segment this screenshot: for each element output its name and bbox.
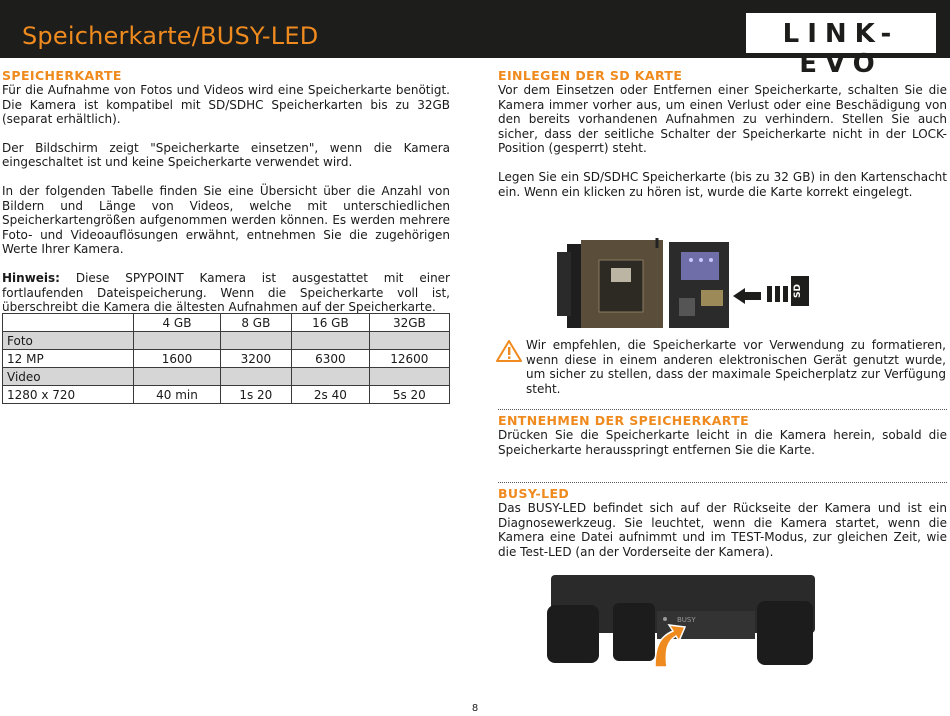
table-cell: 12600 [369,350,449,368]
busy-led-text: Das BUSY-LED befindet sich auf der Rückseite der Kamera und ist ein Diagnosewerkzeug. Sie leuchtet, wenn die Kamera startet, wenn die Kamera eine Datei aufnimmt und im TEST-Modus, zur gleichen Zeit, wie die Test-LED (an der Vorderseite der Kamera). [498,501,947,559]
warning-icon [496,340,522,362]
table-cell: Foto [3,332,134,350]
hint-paragraph [2,271,450,315]
sd-card-label: SD [793,284,803,298]
table-row-12mp [3,350,450,368]
table-row-video [3,368,450,386]
table-cell: 12 MP [3,350,134,368]
insert-sd-heading: EINLEGEN DER SD KARTE [498,68,683,83]
insert-sd-section [498,68,947,199]
table-cell: 1s 20 [220,386,291,404]
memory-card-section [2,68,450,315]
table-cell [292,332,370,350]
table-row-foto [3,332,450,350]
table-cell [134,332,220,350]
hint-label: Hinweis: [2,270,60,285]
table-header-cell: 4 GB [134,314,220,332]
memory-card-heading: SPEICHERKARTE [2,68,122,83]
insert-sd-text-1: Vor dem Einsetzen oder Entfernen einer Speicherkarte, schalten Sie die Kamera immer vorher aus, um einen Verlust oder eine Beschädigung von den bereits vorhandenen Aufnahmen zu verhindern. Stellen Sie auch sicher, dass der seitliche Schalter der Speicherkarte nicht in der LOCK-Position (gesperrt) steht. [498,83,947,156]
table-header-cell: 8 GB [220,314,291,332]
table-header-row [3,314,450,332]
capacity-table [2,313,450,404]
table-cell [292,368,370,386]
page-title: Speicherkarte/BUSY-LED [22,22,319,50]
remove-card-section [498,409,947,457]
table-header-cell [3,314,134,332]
insert-sd-text-2: Legen Sie ein SD/SDHC Speicherkarte (bis zu 32 GB) in den Kartenschacht ein. Wenn ein klicken zu hören ist, wurde die Karte korrekt eingelegt. [498,169,947,199]
table-cell [369,368,449,386]
table-cell: 1600 [134,350,220,368]
insert-card-message-text: Der Bildschirm zeigt "Speicherkarte einsetzen", wenn die Kamera eingeschaltet ist und keine Speicherkarte verwendet wird. [2,140,450,170]
table-cell [369,332,449,350]
hint-text: Diese SPYPOINT Kamera ist ausgestattet mit einer fortlaufenden Dateispeicherung. Wenn die Speicherkarte voll ist, überschreibt die Kamera die ältesten Aufnahmen auf der Speicherkarte. [2,270,450,315]
busy-led-section [498,482,947,559]
busy-led-label: BUSY [677,616,696,624]
busy-led-illustration [547,575,819,670]
table-cell: 2s 40 [292,386,370,404]
camera-sd-slot-illustration [553,238,809,332]
section-divider [498,482,947,483]
memory-card-intro: Für die Aufnahme von Fotos und Videos wird eine Speicherkarte benötigt. Die Kamera ist kompatibel mit SD/SDHC Speicherkarten bis zu 32GB (separat erhältlich). [2,83,450,127]
remove-card-text: Drücken Sie die Speicherkarte leicht in die Kamera herein, sobald die Speicherkarte herausspringt entfernen Sie die Karte. [498,428,947,457]
table-cell: 1280 x 720 [3,386,134,404]
brand-logo [746,13,936,79]
table-cell: 3200 [220,350,291,368]
table-header-cell: 32GB [369,314,449,332]
table-row-1280x720 [3,386,450,404]
table-cell: 6300 [292,350,370,368]
section-divider [498,409,947,410]
warning-text: Wir empfehlen, die Speicherkarte vor Verwendung zu formatieren, wenn diese in einem anderen elektronischen Gerät genutzt wurde, um sicher zu stellen, dass der maximale Speicherplatz zur Verfügung steht. [526,338,946,396]
table-cell: 40 min [134,386,220,404]
table-cell [220,368,291,386]
table-cell [134,368,220,386]
table-cell: 5s 20 [369,386,449,404]
capacity-table-intro: In der folgenden Tabelle finden Sie eine Übersicht über die Anzahl von Bildern und Länge von Videos, welche mit unterschiedlichen Speicherkartengrößen aufgenommen werden können. Es werden mehrere Foto- und Videoauflösungen erwähnt, entnehmen Sie die zugehörigen Werte Ihrer Kamera. [2,183,450,257]
busy-led-heading: BUSY-LED [498,486,570,501]
brand-logo-text: LINK-EVO [782,19,900,79]
table-cell [220,332,291,350]
table-header-cell: 16 GB [292,314,370,332]
remove-card-heading: ENTNEHMEN DER SPEICHERKARTE [498,413,750,428]
page-number: 8 [471,703,479,714]
table-cell: Video [3,368,134,386]
